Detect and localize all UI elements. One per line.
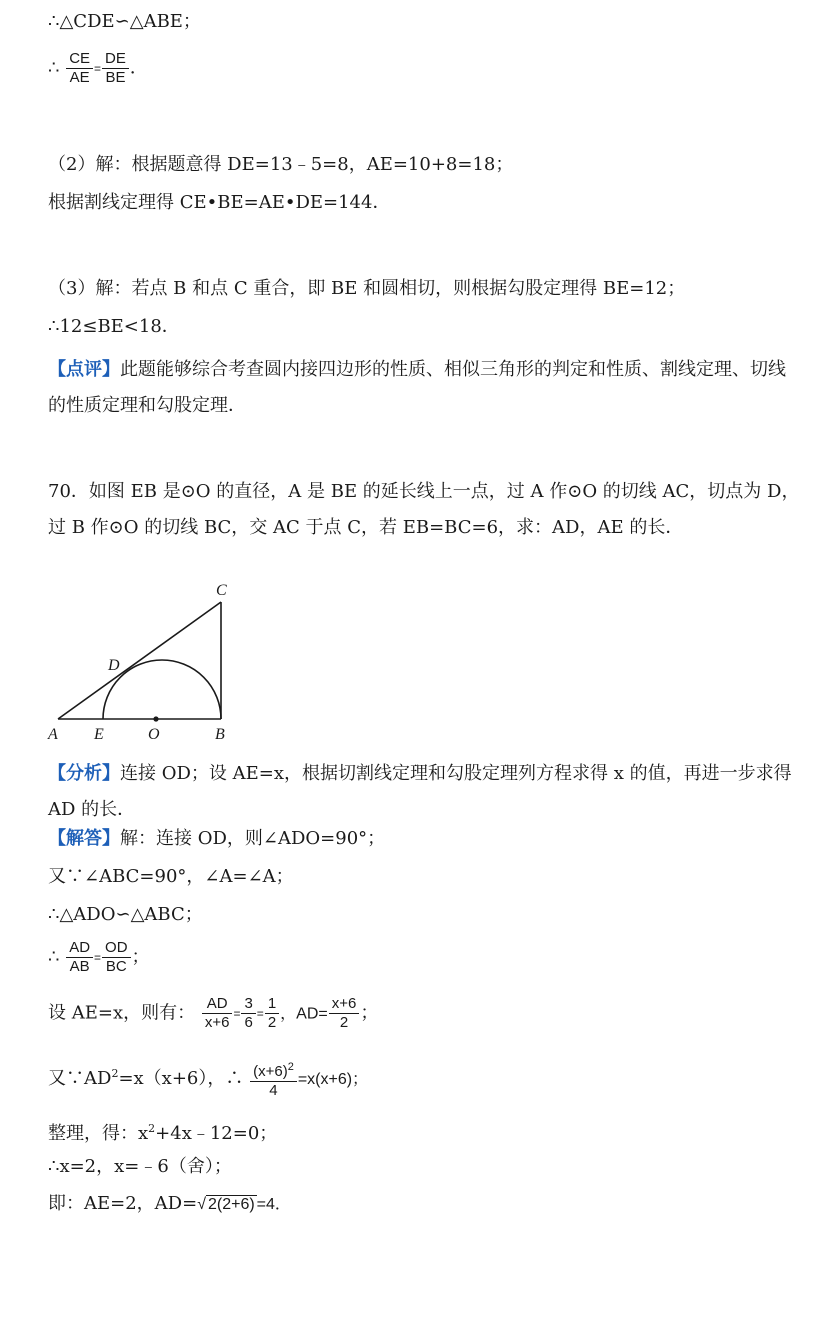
- label-a: A: [48, 726, 58, 743]
- fraction-x6-2: $\frac{x+6}{2}$: [329, 995, 360, 1032]
- solution-line6: 又$\because AD^2=x(x+6)$，∴ $\frac{(x+6)^2}{4}$ =x(x+6)；: [48, 1058, 801, 1102]
- equals-sign: =: [94, 61, 102, 76]
- label-e: E: [94, 726, 104, 743]
- center-point-o: [153, 716, 158, 721]
- part3-line2: ∴12≤BE<18．: [48, 316, 180, 337]
- label-c: C: [216, 582, 227, 599]
- fraction-de-be: $\frac{DE}{BE}$: [102, 50, 129, 87]
- comment-block: [48, 352, 801, 424]
- analysis-tag: 【分析】: [48, 763, 120, 784]
- semicircle-arc: [103, 660, 221, 719]
- segment-ac: [58, 602, 221, 719]
- solution-tag: 【解答】: [48, 828, 120, 849]
- part3-line1: （3）解：若点 B 和点 C 重合，即 BE 和圆相切，则根据勾股定理得 BE=12；: [48, 278, 686, 299]
- fraction-1-2: $\frac{1}{2}$: [265, 995, 279, 1032]
- solution-line7: 整理，得：$x^2+4x﹣12=0$；: [48, 1122, 278, 1144]
- fraction-ce-ae: $\frac{CE}{AE}$: [66, 50, 93, 87]
- solution-line4: ∴ $\frac{AD}{AB}$ = $\frac{OD}{BC}$ ；: [48, 939, 150, 975]
- solution-line8: ∴x=2，x=﹣6（舍）；: [48, 1156, 232, 1177]
- fraction-3-6: $\frac{3}{6}$: [241, 995, 255, 1032]
- fraction-ad-ab: $\frac{AD}{AB}$: [66, 939, 93, 976]
- comment-tag: 【点评】: [48, 359, 120, 380]
- part2-line2: 根据割线定理得 CE•BE=AE•DE=144．: [48, 192, 391, 213]
- solution-line5: 设 AE=x，则有： $\frac{AD}{x+6}$ = $\frac{3}{6}$ = $\frac{1}{2}$ ，AD= $\frac{x+6}{2}$ ；: [48, 995, 379, 1031]
- fraction-ad-x6: $\frac{AD}{x+6}$: [202, 995, 233, 1032]
- solution-line3: ∴△ADO∽△ABC；: [48, 904, 203, 925]
- label-o: O: [148, 726, 160, 743]
- comment-text: 此题能够综合考查圆内接四边形的性质、相似三角形的判定和性质、割线定理、切线的性质定理和勾股定理．: [48, 359, 786, 416]
- solution-line2: 又∵∠ABC=90°，∠A=∠A；: [48, 866, 294, 887]
- square-root: √ 2(2+6): [197, 1196, 255, 1213]
- label-b: B: [215, 726, 225, 743]
- label-d: D: [108, 657, 120, 674]
- solution-line1: 【解答】解：连接 OD，则∠ADO=90°；: [48, 828, 386, 849]
- ratio-line: ∴ $\frac{CE}{AE}$ = $\frac{DE}{BE}$ ．: [48, 50, 148, 86]
- solution-line9: 即：AE=2，AD=√ 2(2+6) =4．: [48, 1193, 291, 1214]
- similar-triangles-line: ∴△CDE∽△ABE；: [48, 11, 201, 32]
- analysis-text: 连接 OD；设 AE=x，根据切割线定理和勾股定理列方程求得 x 的值，再进一步求得 AD 的长．: [48, 763, 792, 820]
- analysis-block: [48, 756, 801, 828]
- fraction-od-bc: $\frac{OD}{BC}$: [102, 939, 131, 976]
- geometry-figure: [40, 578, 250, 748]
- part2-line1: （2）解：根据题意得 DE=13﹣5=8，AE=10+8=18；: [48, 154, 514, 175]
- therefore-symbol: ∴: [48, 57, 60, 79]
- problem-70-text: 70．如图 EB 是⊙O 的直径，A 是 BE 的延长线上一点，过 A 作⊙O 的切线 AC，切点为 D，过 B 作⊙O 的切线 BC，交 AC 于点 C，若 EB=BC=6，求：AD，AE 的长．: [48, 481, 800, 538]
- fraction-x6sq-4: $\frac{(x+6)^2}{4}$: [250, 1058, 297, 1100]
